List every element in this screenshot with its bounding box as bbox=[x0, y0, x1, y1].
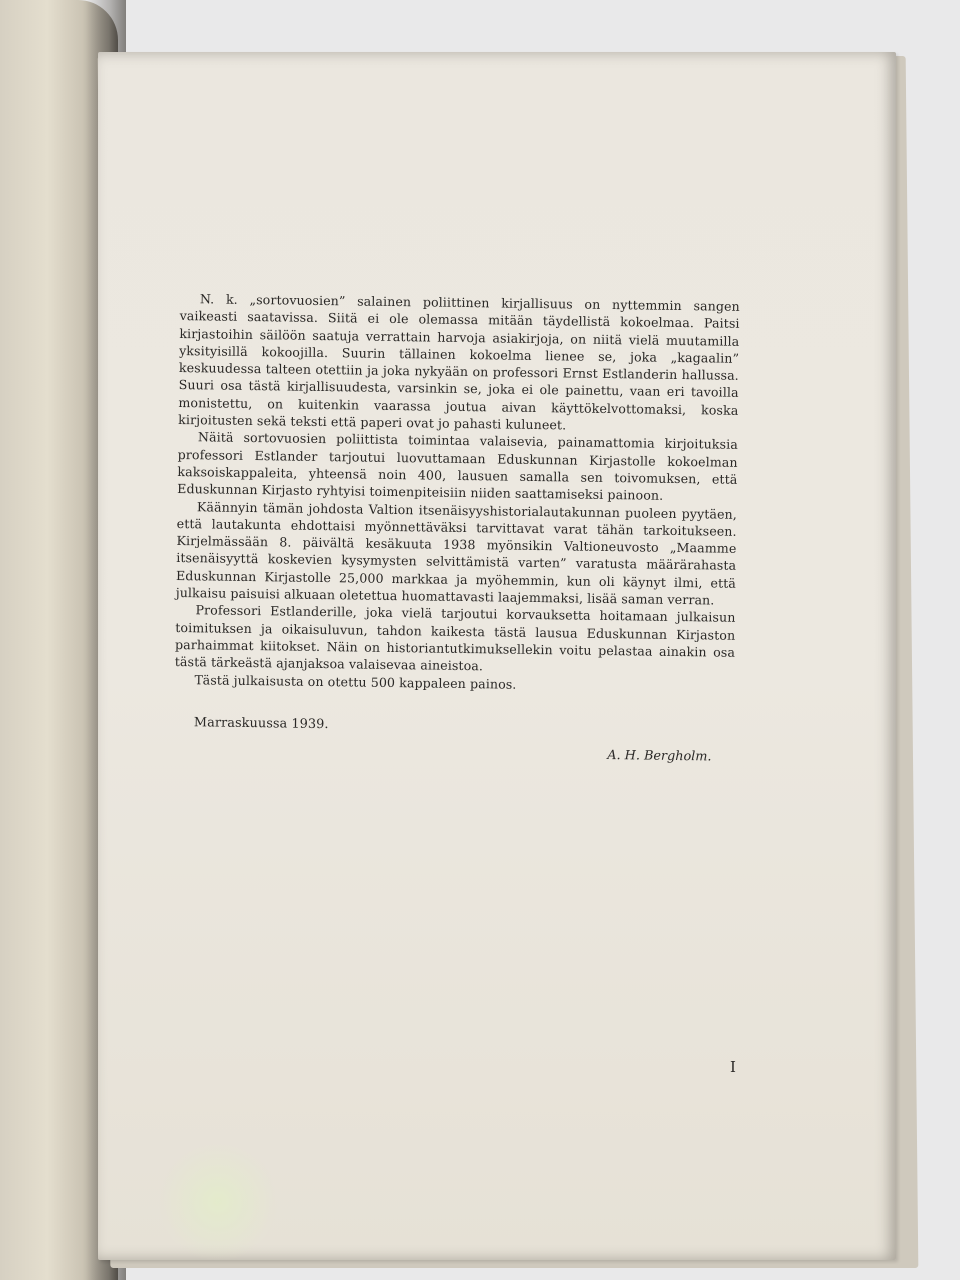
paragraph-4: Professori Estlanderille, joka vielä tarjoutui korvauksetta hoitamaan julkaisun toimituksen ja oikaisuluvun, tahdon kaikesta tästä lausua Eduskunnan Kirjaston parhaimmat kiitokset. Näin on historiantutkimuksellekin voitu pelastaa ainakin osa tästä tärkeästä ajanjaksoa valaisevaa aineistoa. bbox=[174, 602, 736, 674]
paragraph-2: Näitä sortovuosien poliittista toimintaa valaisevia, painamattomia kirjoituksia professori Estlander tarjoutui luovuttamaan Eduskunnan Kirjastolle kokoelman kaksoiskappaleita, yhteensä noin 400, lausuen samalla sen toivomuksen, että Eduskunnan Kirjasto ryhtyisi toimenpiteisiin niiden saattamiseksi painoon. bbox=[177, 429, 738, 504]
paragraph-5: Tästä julkaisusta on otettu 500 kappaleen painos. bbox=[194, 671, 517, 692]
preface-text bbox=[173, 290, 739, 766]
paragraph-3: Käännyin tämän johdosta Valtion itsenäisyyshistorialautakunnan puoleen pyytäen, että lautakunta ehdottaisi myönnettäväksi tarvittavat varat tähän tarkoitukseen. Kirjelmässään 8. päivältä kesäkuuta 1938 myönsikin Valtioneuvosto „Maamme itsenäisyyttä koskevien kysymysten selvittämistä varten” varatusta määrärahasta Eduskunnan Kirjastolle 25,000 markkaa ja myöhemmin, kun oli käynyt ilmi, että julkaisu paisuisi alkuaan oletettua huomattavasti laajemmaksi, lisää saman verran. bbox=[175, 498, 738, 608]
page-number: I bbox=[730, 1058, 736, 1076]
paragraph-1: N. k. „sortovuosien” salainen poliittinen kirjallisuus on nyttemmin sangen vaikeasti saatavissa. Siitä ei ole olemassa mitään täydellistä kokoelmaa. Paitsi kirjastoihin säilöön saatuja verrattain harvoja asiakirjoja, on niitä vielä muutamilla yksityisillä kokoojilla. Suurin tällainen kokoelma lienee se, joka „kagaalin” keskuudessa talteen otettiin ja joka nykyään on professori Ernst Estlanderin hallussa. Suuri osa tästä kirjallisuudesta, varsinkin se, joka ei ole painettu, vaan eri tavoilla monistettu, on kuitenkin vaarassa joutua aivan käyttökelvottomaksi, koska kirjoitusten sekä teksti että paperi ovat jo pahasti kuluneet. bbox=[178, 291, 740, 433]
date-line: Marraskuussa 1939. bbox=[193, 715, 329, 732]
signature: A. H. Bergholm. bbox=[607, 748, 712, 765]
light-reflection bbox=[158, 1142, 278, 1262]
